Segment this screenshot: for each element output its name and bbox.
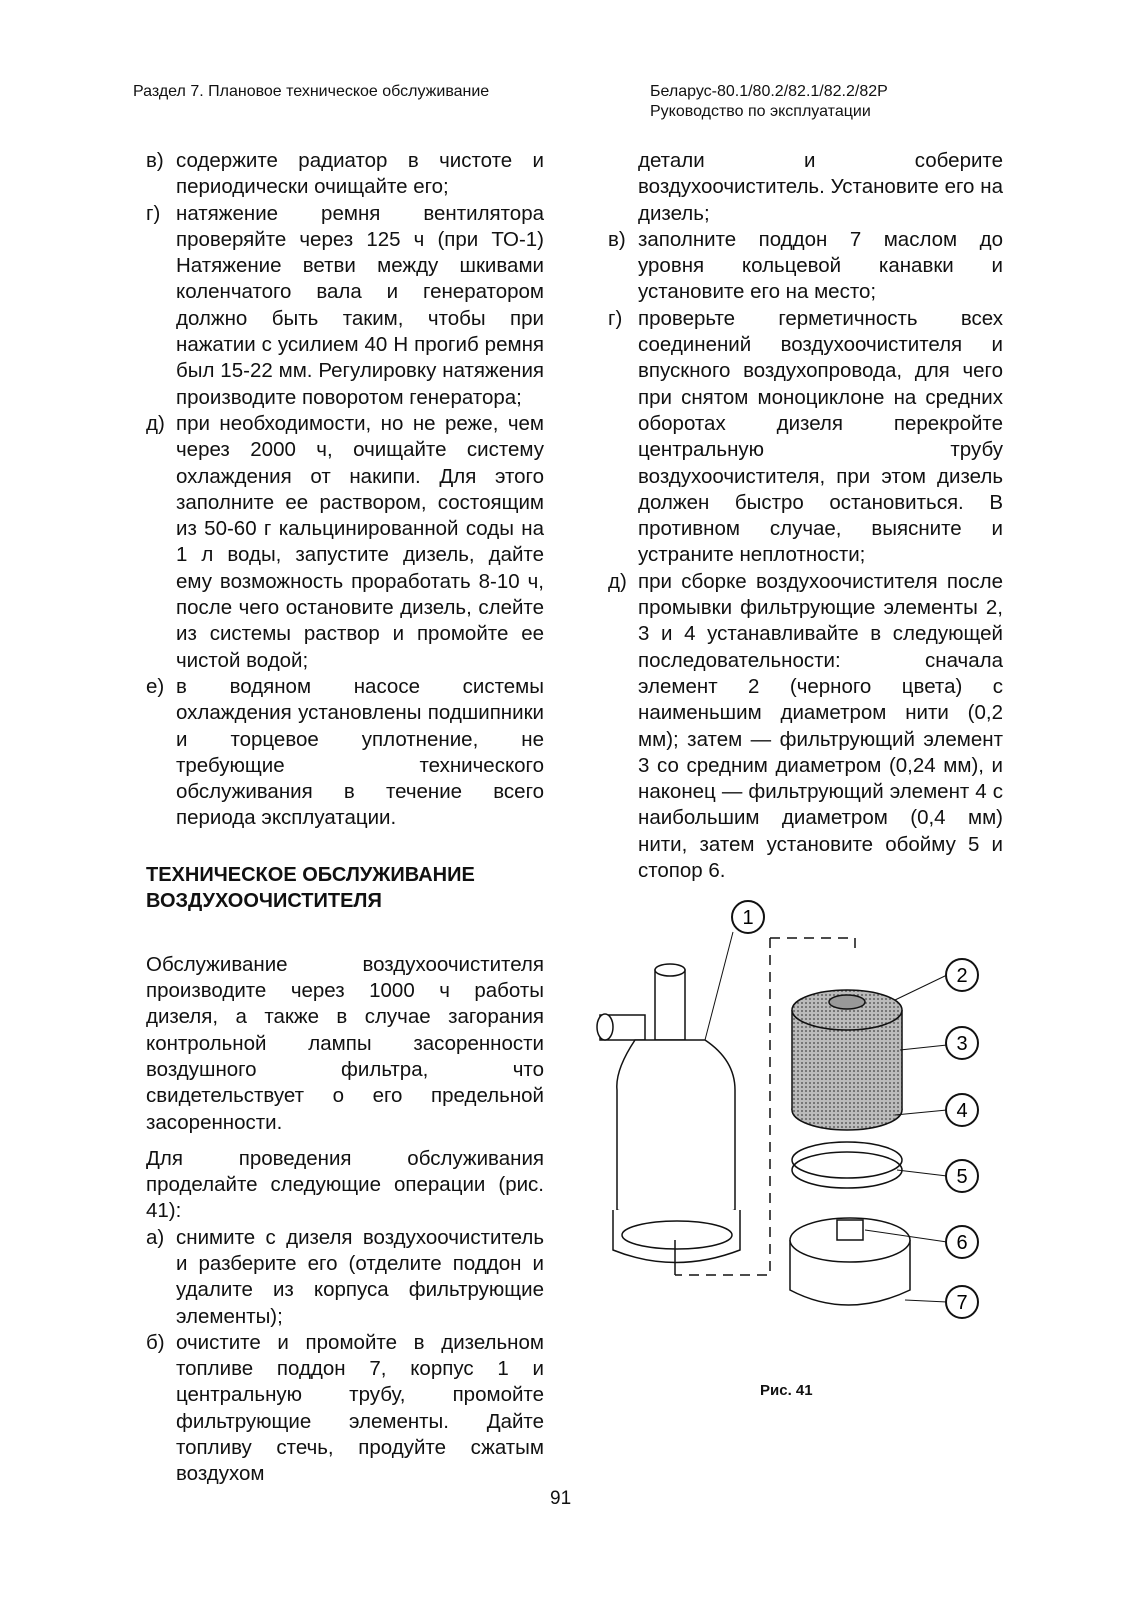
item-text: очистите и промойте в дизельном топливе поддон 7, корпус 1 и центральную трубу, промойте фильтрующие элементы. Дайте топливу стечь, продуйте сжатым воздухом — [176, 1330, 544, 1486]
list-item — [146, 411, 544, 674]
list-item — [608, 569, 1003, 885]
figure-caption: Рис. 41 — [760, 1382, 813, 1399]
list-item — [608, 227, 1003, 306]
callout-label: 1 — [742, 907, 754, 929]
page-number: 91 — [550, 1488, 572, 1509]
item-text: содержите радиатор в чистоте и периодически очищайте его; — [176, 149, 544, 199]
item-label: е) — [146, 674, 165, 698]
air-cleaner-figure — [585, 890, 1005, 1360]
item-text: заполните поддон 7 маслом до уровня кольцевой канавки и установите его на место; — [638, 227, 1003, 304]
list-item — [146, 674, 544, 832]
section-heading: ТЕХНИЧЕСКОЕ ОБСЛУЖИВАНИЕ ВОЗДУХООЧИСТИТЕЛЯ — [146, 863, 475, 912]
list-item — [608, 306, 1003, 569]
header-model: Беларус-80.1/80.2/82.1/82.2/82Р — [650, 83, 888, 100]
item-text: проверьте герметичность всех соединений воздухоочистителя и впускного воздухопровода, для чего при снятом моноциклоне на средних оборотах дизеля перекройте центральную трубу воздухоочистителя, при этом дизель должен быстро остановиться. В противном случае, выясните и устраните неплотности; — [638, 306, 1003, 567]
item-label: г) — [146, 201, 161, 225]
filter-elements — [792, 990, 902, 1130]
item-label: а) — [146, 1225, 165, 1249]
header-manual-title: Руководство по эксплуатации — [650, 103, 871, 120]
list-item — [146, 1330, 544, 1488]
item-label: д) — [608, 569, 627, 593]
callout-label: 6 — [956, 1232, 968, 1254]
item-label: б) — [146, 1330, 165, 1354]
item-text: при сборке воздухоочистителя после промывки фильтрующие элементы 2, 3 и 4 устанавливайте в следующей последовательности: сначала элемент 2 (черного цвета) с наименьшим диаметром нити (0,2 мм); затем — фильтрующий элемент 3 со средним диаметром (0,24 мм), и наконец — фильтрующий элемент 4 с наибольшим диаметром (0,4 мм) нити, затем установите обойму 5 и стопор 6. — [638, 569, 1003, 883]
list-item — [146, 1225, 544, 1330]
paragraph: Обслуживание воздухоочистителя производите через 1000 ч работы дизеля, а также в случае загорания контрольной лампы засоренности воздушного фильтра, что свидетельствует о его предельной засоренности. — [146, 952, 544, 1134]
callout-label: 5 — [956, 1166, 968, 1188]
callout-label: 7 — [956, 1292, 968, 1314]
callout-label: 3 — [956, 1033, 968, 1055]
left-column — [146, 148, 544, 1488]
item-text: натяжение ремня вентилятора проверяйте через 125 ч (при ТО-1) Натяжение ветви между шкивами коленчатого вала и генератором должно быть таким, чтобы при нажатии с усилием 40 Н прогиб ремня был 15-22 мм. Регулировку натяжения производите поворотом генератора; — [176, 201, 544, 409]
header-section: Раздел 7. Плановое техническое обслуживание — [133, 83, 490, 100]
retainer-and-pan — [790, 1142, 910, 1305]
right-column — [608, 148, 1003, 884]
item-text: в водяном насосе системы охлаждения установлены подшипники и торцевое уплотнение, не требующие технического обслуживания в течение всего периода эксплуатации. — [176, 674, 544, 830]
item-label: в) — [146, 149, 164, 172]
header-manual — [650, 82, 888, 122]
air-cleaner-body — [597, 964, 740, 1275]
paragraph: Для проведения обслуживания проделайте следующие операции (рис. 41): — [146, 1146, 544, 1223]
callout-label: 2 — [956, 965, 968, 987]
item-label: д) — [146, 411, 165, 435]
item-text: снимите с дизеля воздухоочиститель и разберите его (отделите поддон и удалите из корпуса фильтрующие элементы); — [176, 1225, 544, 1328]
item-text: при необходимости, но не реже, чем через 2000 ч, очищайте систему охлаждения от накипи. Для этого заполните ее раствором, состоящим из 50-60 г кальцинированной соды на 1 л воды, запустите дизель, дайте ему возможность проработать 8-10 ч, после чего остановите дизель, слейте из системы раствор и промойте ее чистой водой; — [176, 411, 544, 672]
callout-label: 4 — [956, 1100, 968, 1122]
continued-text: детали и соберите воздухоочиститель. Установите его на дизель; — [638, 149, 1003, 225]
item-label: в) — [608, 227, 626, 251]
list-item — [146, 201, 544, 411]
item-label: г) — [608, 306, 623, 330]
list-item — [146, 148, 544, 201]
